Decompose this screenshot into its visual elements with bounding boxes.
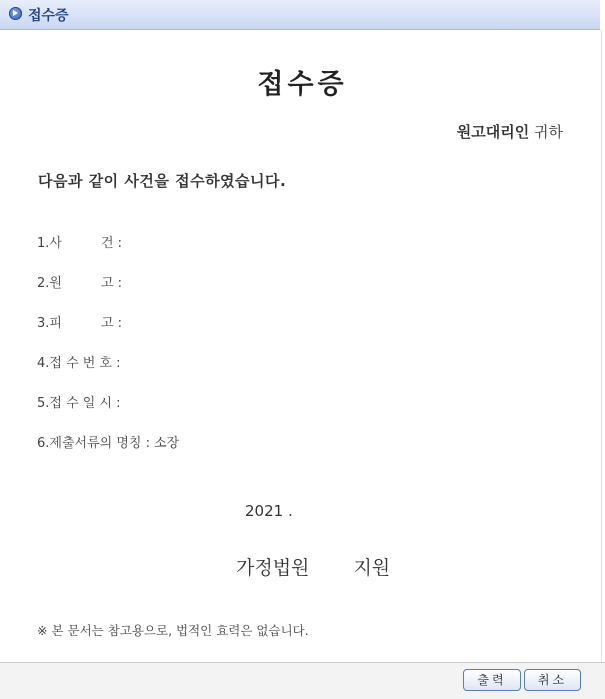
content-border [601, 30, 602, 662]
field-receipt-datetime: 5.접 수 일 시 : [37, 396, 121, 411]
disclaimer: ※ 본 문서는 참고용으로, 법적인 효력은 없습니다. [37, 623, 309, 638]
print-button[interactable]: 출력 [463, 669, 521, 691]
issue-year: 2021 . [245, 502, 293, 520]
cancel-button[interactable]: 취소 [524, 669, 581, 691]
window-titlebar [0, 0, 600, 30]
window-title: 접수증 [28, 8, 69, 24]
document-title: 접수증 [257, 69, 348, 100]
field-receipt-number: 4.접 수 번 호 : [37, 356, 121, 371]
recipient-name: 원고대리인 [456, 123, 530, 141]
recipient [457, 121, 563, 142]
court-name: 가정법원 지원 [236, 557, 391, 579]
field-case: 1.사 건 : [37, 236, 123, 251]
field-defendant: 3.피 고 : [37, 316, 123, 331]
field-document-name: 6.제출서류의 명칭 : 소장 [37, 436, 180, 451]
field-plaintiff: 2.원 고 : [37, 276, 123, 291]
arrow-circle-icon [9, 7, 22, 20]
recipient-suffix: 귀하 [534, 123, 563, 141]
intro-text: 다음과 같이 사건을 접수하였습니다. [38, 172, 287, 190]
